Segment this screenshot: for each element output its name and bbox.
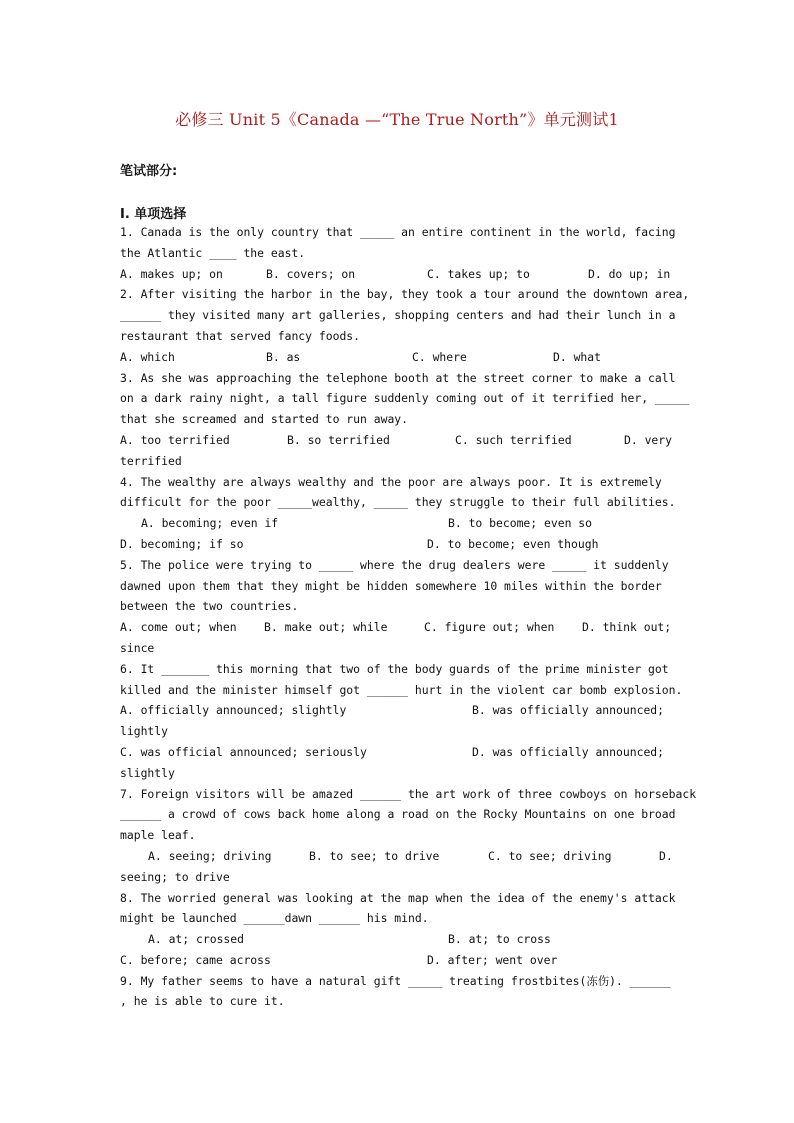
question-3-stem: 3. As she was approaching the telephone booth at the street corner to make a call [120,370,676,385]
question-3-options-cont: terrified [120,453,182,468]
question-4-options [120,513,675,534]
question-6-stem-cont: killed and the minister himself got ______ hurt in the violent car bomb explosion. [120,682,683,697]
option-d: D. to become; even though [427,536,599,551]
option-b: B. to see; to drive [309,848,440,863]
question-8-options [120,929,675,950]
option-d: D. [659,848,673,863]
question-5-stem: 5. The police were trying to _____ where the drug dealers were _____ it suddenly [120,557,669,572]
option-c: D. becoming; if so [120,536,244,551]
option-a: A. come out; when [120,620,237,635]
question-3-options [120,430,675,451]
question-1-stem-cont: the Atlantic ____ the east. [120,245,306,260]
section-heading-written: 笔试部分: [120,164,178,179]
question-7-stem-cont: maple leaf. [120,828,196,843]
option-b: B. as [266,349,301,364]
question-3-stem-cont: on a dark rainy night, a tall figure suddenly coming out of it terrified her, _____ [120,391,690,406]
question-8-stem-cont: might be launched ______dawn ______ his mind. [120,911,429,926]
question-7-stem: 7. Foreign visitors will be amazed ______ the art work of three cowboys on horseback [120,786,697,801]
option-b: B. covers; on [266,266,356,281]
question-2-stem-cont: ______ they visited many art galleries, shopping centers and had their lunch in a [120,308,676,323]
question-3-stem-cont: that she screamed and started to run away. [120,412,409,427]
question-4-stem: 4. The wealthy are always wealthy and the poor are always poor. It is extremely [120,474,662,489]
section-heading-multiple-choice: I. 单项选择 [120,207,187,222]
question-6-options-cont: slightly [120,765,175,780]
option-c: C. figure out; when [424,620,555,635]
question-1-options [120,264,675,285]
question-8-options [120,950,675,971]
option-c: C. to see; driving [488,848,612,863]
option-a: A. seeing; driving [148,848,272,863]
question-9-stem-cont: , he is able to cure it. [120,994,285,1009]
question-4-options [120,534,675,555]
question-2-stem-cont: restaurant that served fancy foods. [120,328,361,343]
option-a: A. makes up; on [120,266,223,281]
question-6-options-cont: lightly [120,724,169,739]
question-9-stem: 9. My father seems to have a natural gift _____ treating frostbites(冻伤). ______ [120,973,671,988]
option-b: B. was officially announced; [472,703,665,718]
option-d: D. what [553,349,602,364]
question-8-stem: 8. The worried general was looking at the map when the idea of the enemy's attack [120,890,676,905]
question-2-options [120,347,675,368]
option-c: C. takes up; to [427,266,530,281]
option-d: D. after; went over [427,952,558,967]
option-a: A. too terrified [120,432,230,447]
option-d: D. was officially announced; [472,744,665,759]
option-d: D. do up; in [588,266,671,281]
question-6-stem: 6. It _______ this morning that two of the body guards of the prime minister got [120,661,669,676]
option-b: B. at; to cross [448,932,551,947]
question-5-options-cont: since [120,640,155,655]
question-7-options-cont: seeing; to drive [120,869,230,884]
option-c: C. before; came across [120,952,271,967]
option-b: B. to become; even so [448,516,593,531]
option-a: A. at; crossed [148,932,245,947]
option-c: C. where [412,349,467,364]
option-a: A. becoming; even if [141,516,279,531]
option-d: D. very [624,432,673,447]
option-c: C. such terrified [455,432,572,447]
question-5-options [120,617,675,638]
question-6-options [120,742,675,763]
option-a: A. which [120,349,175,364]
option-b: B. make out; while [264,620,388,635]
option-d: D. think out; [582,620,672,635]
question-5-stem-cont: between the two countries. [120,599,299,614]
question-2-stem: 2. After visiting the harbor in the bay, they took a tour around the downtown area, [120,287,690,302]
question-6-options [120,700,675,721]
question-list [120,222,697,1012]
page-title: 必修三 Unit 5《Canada —“The True North”》单元测试1 [175,110,619,129]
question-1-stem: 1. Canada is the only country that _____ an entire continent in the world, facing [120,225,676,239]
question-7-options [120,846,675,867]
option-c: C. was official announced; seriously [120,744,367,759]
question-4-stem-cont: difficult for the poor _____wealthy, _____ they struggle to their full abilities. [120,495,676,510]
option-a: A. officially announced; slightly [120,703,347,718]
question-5-stem-cont: dawned upon them that they might be hidden somewhere 10 miles within the border [120,578,662,593]
option-b: B. so terrified [287,432,390,447]
question-7-stem-cont: ______ a crowd of cows back home along a road on the Rocky Mountains on one broad [120,807,676,822]
